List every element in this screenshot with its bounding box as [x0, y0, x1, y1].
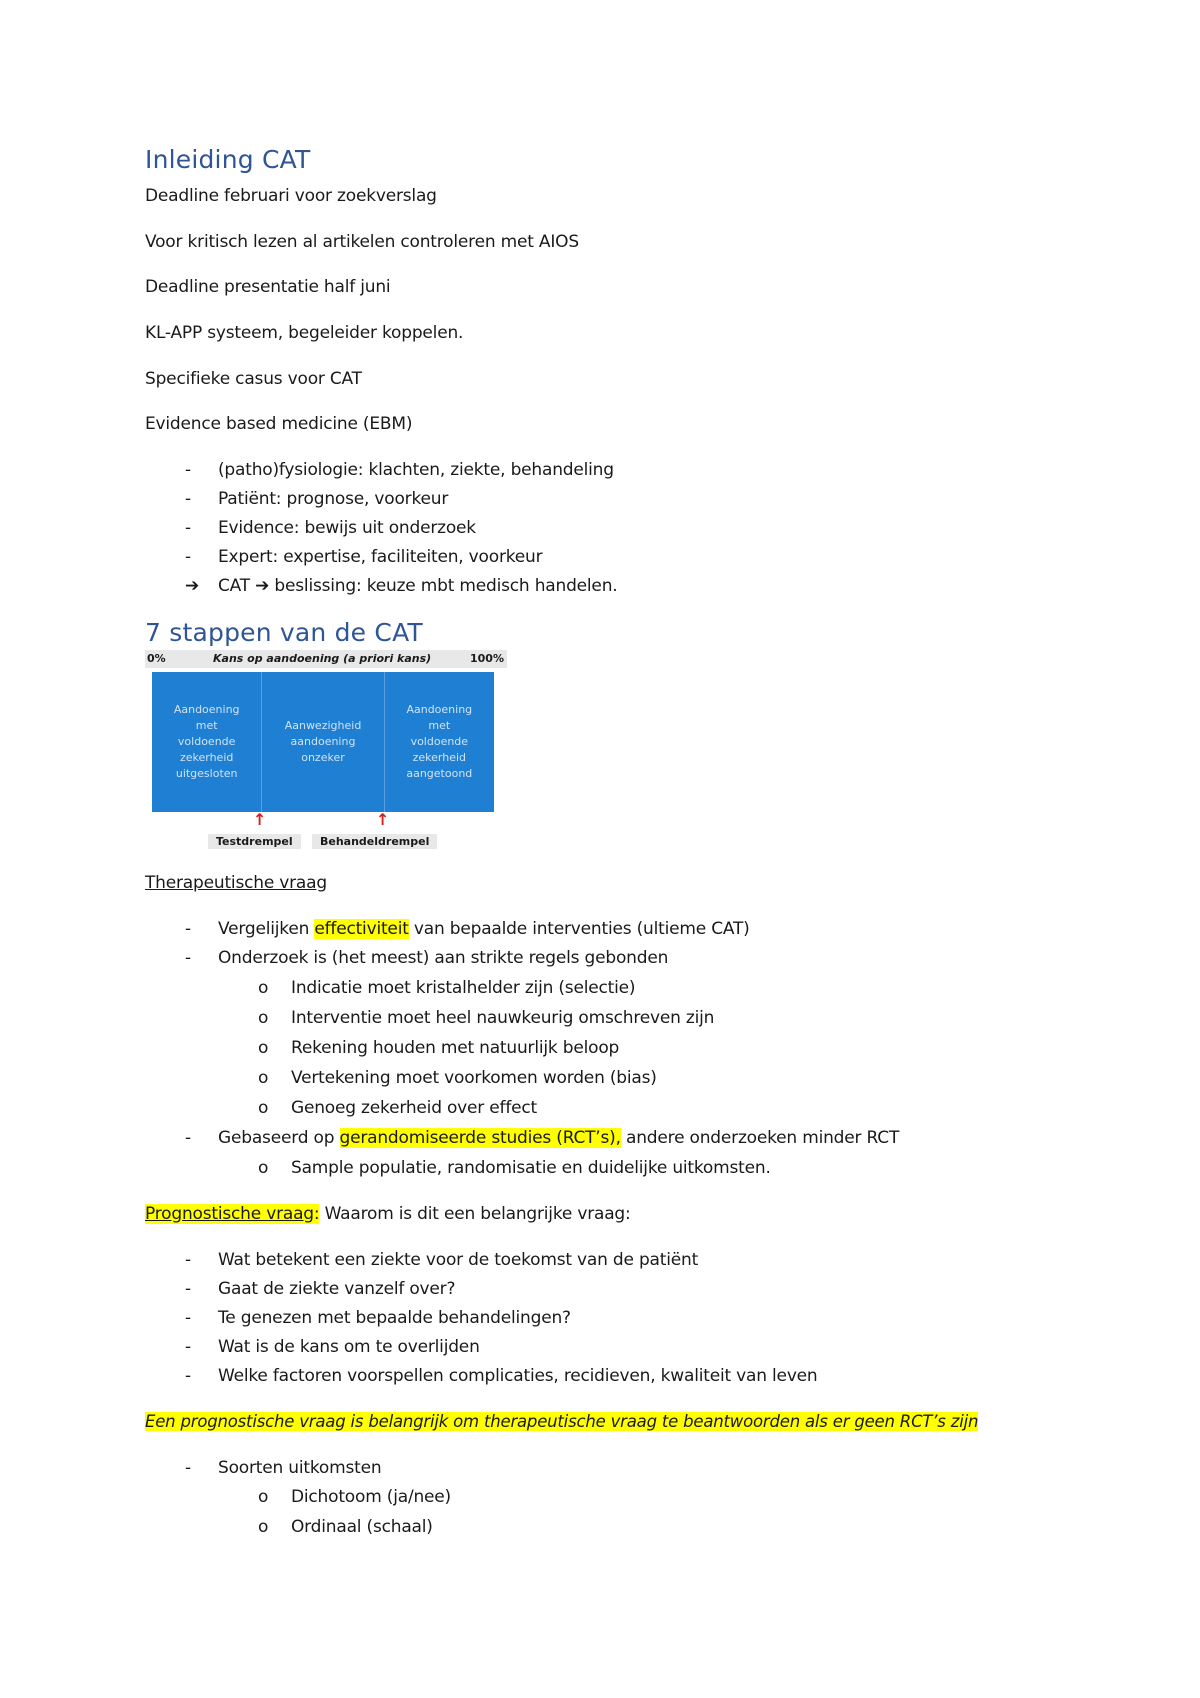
zone-uncertain: Aanwezigheid aandoening onzeker: [262, 672, 384, 812]
arrow-icon: ➔: [185, 576, 200, 596]
threshold-diagram: [145, 650, 515, 855]
bullet-dash: -: [185, 460, 191, 480]
intro-line: Specifieke casus voor CAT: [145, 369, 362, 389]
heading-inleiding: Inleiding CAT: [145, 145, 311, 174]
intro-line: Voor kritisch lezen al artikelen controleren met AIOS: [145, 232, 579, 252]
diagram-header: [145, 650, 507, 668]
zone-excluded: Aandoening met voldoende zekerheid uitgesloten: [152, 672, 262, 812]
highlight: gerandomiseerde studies (RCT’s),: [339, 1128, 621, 1148]
intro-line: KL-APP systeem, begeleider koppelen.: [145, 323, 464, 343]
test-threshold-arrow-icon: ↑: [253, 810, 267, 829]
treatment-threshold-arrow-icon: ↑: [376, 810, 390, 829]
treatment-threshold-label: Behandeldrempel: [312, 834, 437, 849]
prognosis-heading: Prognostische vraag: Waarom is dit een belangrijke vraag:: [145, 1204, 631, 1224]
diagram-zones: [152, 672, 494, 812]
bullet-dash: -: [185, 518, 191, 538]
prognosis-note: Een prognostische vraag is belangrijk om therapeutische vraag te beantwoorden als er geen RCT’s zijn: [145, 1412, 979, 1431]
prognosis-title: Prognostische vraag: [145, 1204, 314, 1224]
highlight: effectiviteit: [314, 919, 409, 939]
bullet-dash: -: [185, 547, 191, 567]
diagram-title: Kans op aandoening (a priori kans): [213, 652, 432, 665]
intro-line: Deadline presentatie half juni: [145, 277, 391, 297]
intro-line: Evidence based medicine (EBM): [145, 414, 413, 434]
bullet-dash: -: [185, 489, 191, 509]
diagram-right-label: 100%: [470, 652, 504, 665]
diagram-left-label: 0%: [147, 652, 166, 665]
intro-line: Deadline februari voor zoekverslag: [145, 186, 437, 206]
document-page: Inleiding CAT Deadline februari voor zoekverslag Voor kritisch lezen al artikelen controleren met AIOS Deadline presentatie half juni KL-APP systeem, begeleider koppelen. Specifieke casus voor CAT Evidence based medicine (EBM) - (patho)fysiologie: klachten, ziekte, behandeling - Patiënt: prognose, voorkeur - Evidence: bewijs uit onderzoek - Expert: expertise, faciliteiten, voorkeur ➔ CAT ➔ beslissing: keuze mbt medisch handelen. 7 stappen van de CAT 0% Kans op aandoening (a priori kans) 100% Aandoening met voldoende zekerheid uitgesloten Aanwezigheid aandoening onzeker Aandoening met voldoende zekerheid aangetoond ↑ ↑ Testdrempel Behandeldrempel Therapeutische vraag - Vergelijken effectiviteit van bepaalde interventies (ultieme CAT) - Onderzoek is (het meest) aan strikte regels gebonden o Indicatie moet kristalhelder zijn (selectie) o Interventie moet heel nauwkeurig omschreven zijn o Rekening houden met natuurlijk beloop o Vertekening moet voorkomen worden (bias) o Genoeg zekerheid over effect - Gebaseerd op gerandomiseerde studies (RCT’s), andere onderzoeken minder RCT o Sample populatie, randomisatie en duidelijke uitkomsten. Prognostische vraag: Waarom is dit een belangrijke vraag: - Wat betekent een ziekte voor de toekomst van de patiënt - Gaat de ziekte vanzelf over? - Te genezen met bepaalde behandelingen? - Wat is de kans om te overlijden - Welke factoren voorspellen complicaties, recidieven, kwaliteit van leven Een prognostische vraag is belangrijk om therapeutische vraag te beantwoorden als er geen RCT’s zijn - Soorten uitkomsten o Dichotoom (ja/nee) o Ordinaal (schaal): [145, 145, 979, 1537]
zone-confirmed: Aandoening met voldoende zekerheid aangetoond: [406, 703, 473, 780]
test-threshold-label: Testdrempel: [208, 834, 301, 849]
heading-7-stappen: 7 stappen van de CAT: [145, 618, 423, 647]
therapy-title: Therapeutische vraag: [145, 873, 327, 893]
